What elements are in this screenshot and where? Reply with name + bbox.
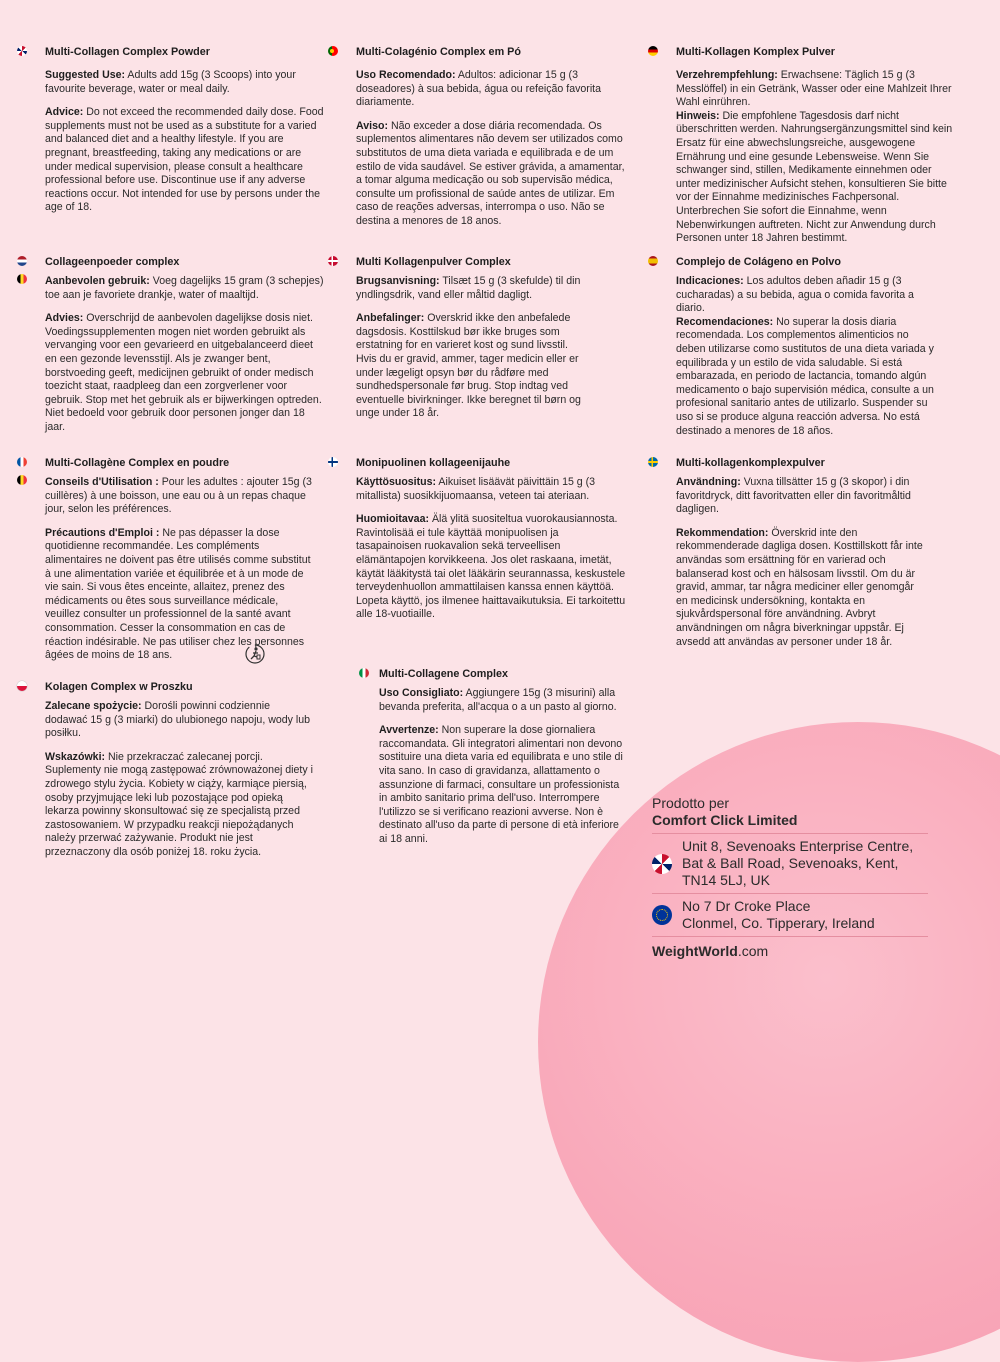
netherlands-flag-icon (17, 256, 27, 266)
use-label: Aanbevolen gebruik: (45, 275, 150, 287)
advice-text: Älä ylitä suositeltua vuorokausiannosta. Ravintolisää ei tule käyttää monipuolisen ja tasapainoisen ruokavalion sekä terveellisen elämäntapojen korvikkeena. Jos olet raskaana, imetät, käytät lääkitystä tai olet lääkärin seurannassa, keskustele terveydenhuollon ammattilaisen kanssa ennen käyttöä. Lopeta käyttö, jos ilmenee haittavaikutuksia. Ei tarkoitettu alle 18-vuotiaille. (356, 513, 626, 621)
section-title: Kolagen Complex w Proszku (45, 681, 193, 693)
advice-text: Do not exceed the recommended daily dose. Food supplements must not be used as a substitute for a varied and balanced diet and a healthy lifestyle. If you are pregnant, breastfeeding, taking any medications or are under medical supervision, please consult a healthcare professional before use. Discontinue use if any adverse reactions occur. Not intended for use by persons under the age of 18. (45, 106, 324, 214)
section-title: Multi Kollagenpulver Complex (356, 256, 511, 268)
website[interactable] (652, 936, 928, 960)
section-portuguese (356, 46, 626, 239)
section-title: Collageenpoeder complex (45, 256, 180, 268)
germany-flag-icon (648, 46, 658, 56)
uk-address (652, 833, 928, 893)
address-line: Bat & Ball Road, Sevenoaks, Kent, (682, 855, 899, 871)
use-text: Voeg dagelijks 15 gram (3 schepjes) toe aan je favoriete drankje, water of maaltijd. (45, 275, 324, 301)
france-flag-icon (17, 457, 27, 467)
advice-label: Rekommendation: (676, 526, 769, 539)
address-line: No 7 Dr Croke Place (682, 898, 811, 914)
use-text: Los adultos deben añadir 15 g (3 cucharadas) a su bebida, agua o comida favorita a diario. (676, 275, 914, 315)
advice-label: Hinweis: (676, 109, 720, 122)
manufacturer-info (652, 795, 928, 960)
company-name: Comfort Click Limited (652, 812, 798, 828)
section-italian (379, 668, 629, 857)
produced-by-label: Prodotto per (652, 795, 730, 811)
use-label: Suggested Use: (45, 69, 126, 81)
use-text: Aggiungere 15g (3 misurini) alla bevanda preferita, all'acqua o a un pasto al giorno. (379, 687, 617, 713)
use-text: Erwachsene: Täglich 15 g (3 Messlöffel) in ein Getränk, Wasser oder eine Mahlzeit Ihrer Wahl einrühren. (676, 69, 952, 109)
section-dutch (45, 256, 325, 445)
section-title: Multi-Collagen Complex Powder (45, 46, 210, 58)
use-text: Vuxna tillsätter 15 g (3 skopor) i din favoritdryck, ditt favoritvatten eller din favoritmåltid dagligen. (676, 476, 911, 516)
advice-label: Advice: (45, 106, 84, 119)
advice-label: Advies: (45, 312, 84, 325)
section-danish (356, 256, 586, 431)
advice-text: Overskrid ikke den anbefalede dagsdosis. Kosttilskud bør ikke bruges som erstatning for en varieret kost og sund livsstil. Hvis du er gravid, ammer, tager medicin eller er under lægeligt opsyn bør du rådføre med sundhedspersonale før brug. Stop indtag ved eventuelle bivirkninger. Ikke beregnet til børn og unge under 18 år. (356, 312, 581, 420)
advice-text: Nie przekraczać zalecanej porcji. Suplementy nie mogą zastępować zrównoważonej diety i zdrowego stylu życia. Kobiety w ciąży, karmiące piersią, osoby przyjmujące leki lub pozostające pod opieką lekarza powinny skonsultować się ze specjalistą przed zastosowaniem. W przypadku reakcji niepożądanych należy przerwać zażywanie. Produkt nie jest przeznaczony dla osób poniżej 18. roku życia. (45, 750, 313, 858)
denmark-flag-icon (328, 256, 338, 266)
eu-address (652, 893, 928, 936)
uk-flag-icon (652, 854, 672, 874)
advice-text: Não exceder a dose diária recomendada. Os suplementos alimentares não devem ser utilizados como substitutos de uma dieta variada e equilibrada e de um estilo de vida saudável. Se estiver grávida, a amamentar, a tomar alguma medicação ou sob supervisão médica, consulte um profissional de saúde antes de utilizar. Em caso de reações adversas, interrompa o uso. Não se destina a menores de 18 anos. (356, 119, 625, 227)
section-title: Multi-Kollagen Komplex Pulver (676, 46, 835, 58)
advice-label: Wskazówki: (45, 750, 106, 763)
address-line: Unit 8, Sevenoaks Enterprise Centre, (682, 838, 914, 854)
italy-flag-icon (359, 668, 369, 678)
belgium-flag-icon (17, 475, 27, 485)
section-swedish (676, 457, 926, 659)
advice-label: Précautions d'Emploi : (45, 526, 160, 539)
section-title: Monipuolinen kollageenijauhe (356, 457, 511, 469)
section-german (676, 46, 954, 256)
advice-text: No superar la dosis diaria recomendada. Los complementos alimenticios no deben utilizarse como sustitutos de una dieta variada y equilibrada y un estilo de vida saludable. Si está embarazada, en periodo de lactancia, tomando algún medicamento o bajo supervisión médica, consulte a un profesional sanitario antes de utilizarlo. Suspender su uso si se produce alguna reacción adversa. No está destinado a menores de 18 años. (676, 315, 934, 437)
use-text: Adultos: adicionar 15 g (3 doseadores) à sua bebida, água ou refeição favorita diariamente. (356, 69, 602, 109)
advice-text: Ne pas dépasser la dose quotidienne recommandée. Les compléments alimentaires ne doivent pas être utilisés comme substitut à une alimentation variée et équilibrée et à un mode de vie sain. Si vous êtes enceinte, allaitez, prenez des médicaments ou êtes sous surveillance médicale, veuillez consulter un professionnel de la santé avant consommation. Cesser la consommation en cas de réaction indésirable. Ne pas utiliser chez les personnes âgées de moins de 18 ans. (45, 526, 311, 662)
section-spanish (676, 256, 936, 448)
use-label: Användning: (676, 476, 741, 488)
advice-text: Överskrid inte den rekommenderade dagliga dosen. Kosttillskott får inte användas som ersättning för en varierad och balanserad kost och en hälsosam livsstil. Om du är gravid, ammar, tar några mediciner eller genomgår en medicinsk undersökning, kontakta en sjukvårdspersonal före användning. Avbryt användningen om några biverkningar uppstår. Ej avsedd att användas av personer under 18 år. (676, 526, 923, 648)
eu-flag-icon (652, 905, 672, 925)
address-line: Clonmel, Co. Tipperary, Ireland (682, 915, 875, 931)
uk-flag-icon (17, 46, 27, 56)
use-label: Brugsanvisning: (356, 275, 440, 287)
use-label: Verzehrempfehlung: (676, 69, 778, 81)
website-brand: WeightWorld (652, 943, 738, 959)
use-label: Indicaciones: (676, 275, 744, 287)
use-label: Uso Recomendado: (356, 69, 456, 81)
address-line: TN14 5LJ, UK (682, 872, 770, 888)
section-title: Multi-Collagene Complex (379, 668, 508, 680)
advice-label: Huomioitavaa: (356, 513, 429, 526)
section-title: Multi-kollagenkomplexpulver (676, 457, 825, 469)
advice-text: Non superare la dose giornaliera raccomandata. Gli integratori alimentari non devono sostituire una dieta varia ed equilibrata e uno stile di vita sano. In caso di gravidanza, allattamento o assunzione di farmaci, consultare un professionista in ambito sanitario prima dell'uso. Interrompere l'utilizzo se si verificano reazioni avverse. Non è destinato all'uso da parte di persone di età inferiore ai 18 anni. (379, 724, 623, 845)
belgium-flag-icon (17, 274, 27, 284)
advice-text: Die empfohlene Tagesdosis darf nicht überschritten werden. Nahrungsergänzungsmittel sind kein Ersatz für eine abwechslungsreiche, ausgewogene Ernährung und eine gesunde Lebensweise. Wenn Sie schwanger sind, stillen, Medikamente einnehmen oder unter medizinischer Aufsicht stehen, konsultieren Sie bitte vor der Einnahme medizinisches Fachpersonal. Unterbrechen Sie sofort die Einnahme, wenn Nebenwirkungen auftreten. Nicht zur Anwendung durch Personen unter 18 Jahren bestimmt. (676, 109, 953, 245)
section-title: Complejo de Colágeno en Polvo (676, 256, 841, 268)
use-label: Conseils d'Utilisation : (45, 476, 159, 488)
advice-label: Anbefalinger: (356, 312, 425, 325)
use-text: Dorośli powinni codziennie dodawać 15 g (3 miarki) do ulubionego napoju, wody lub posiłku. (45, 700, 311, 740)
use-text: Aikuiset lisäävät päivittäin 15 g (3 mitallista) suosikkijuomaansa, veteen tai ateriaan. (356, 476, 596, 502)
section-french (45, 457, 315, 673)
section-english (45, 46, 325, 225)
advice-label: Aviso: (356, 119, 388, 132)
use-label: Käyttösuositus: (356, 476, 437, 488)
section-polish (45, 681, 315, 870)
website-suffix: .com (737, 943, 769, 959)
section-finnish (356, 457, 626, 632)
use-text: Adults add 15g (3 Scoops) into your favourite beverage, water or meal daily. (45, 69, 296, 95)
tidyman-recycle-icon (244, 643, 266, 665)
section-title: Multi-Colagénio Complex em Pó (356, 46, 521, 58)
poland-flag-icon (17, 681, 27, 691)
use-text: Pour les adultes : ajouter 15g (3 cuillères) à une boisson, une eau ou à un repas chaque jour, selon les préférences. (45, 476, 312, 516)
advice-label: Recomendaciones: (676, 315, 774, 328)
section-title: Multi-Collagène Complex en poudre (45, 457, 230, 469)
use-label: Uso Consigliato: (379, 687, 464, 699)
portugal-flag-icon (328, 46, 338, 56)
advice-label: Avvertenze: (379, 724, 439, 737)
use-label: Zalecane spożycie: (45, 700, 142, 712)
spain-flag-icon (648, 256, 658, 266)
use-text: Tilsæt 15 g (3 skefulde) til din yndlingsdrik, vand eller måltid dagligt. (356, 275, 581, 301)
sweden-flag-icon (648, 457, 658, 467)
finland-flag-icon (328, 457, 338, 467)
advice-text: Overschrijd de aanbevolen dagelijkse dosis niet. Voedingssupplementen mogen niet worden gebruikt als vervanging voor een gevarieerd en uitgebalanceerd dieet en een gezonde levensstijl. Als je zwanger bent, borstvoeding geeft, medicijnen gebruikt of onder medisch toezicht staat, raadpleeg dan een zorgverlener voor gebruik. Stop met het gebruik als er bijwerkingen optreden. Niet bedoeld voor gebruik door personen jonger dan 18 jaar. (45, 312, 322, 433)
